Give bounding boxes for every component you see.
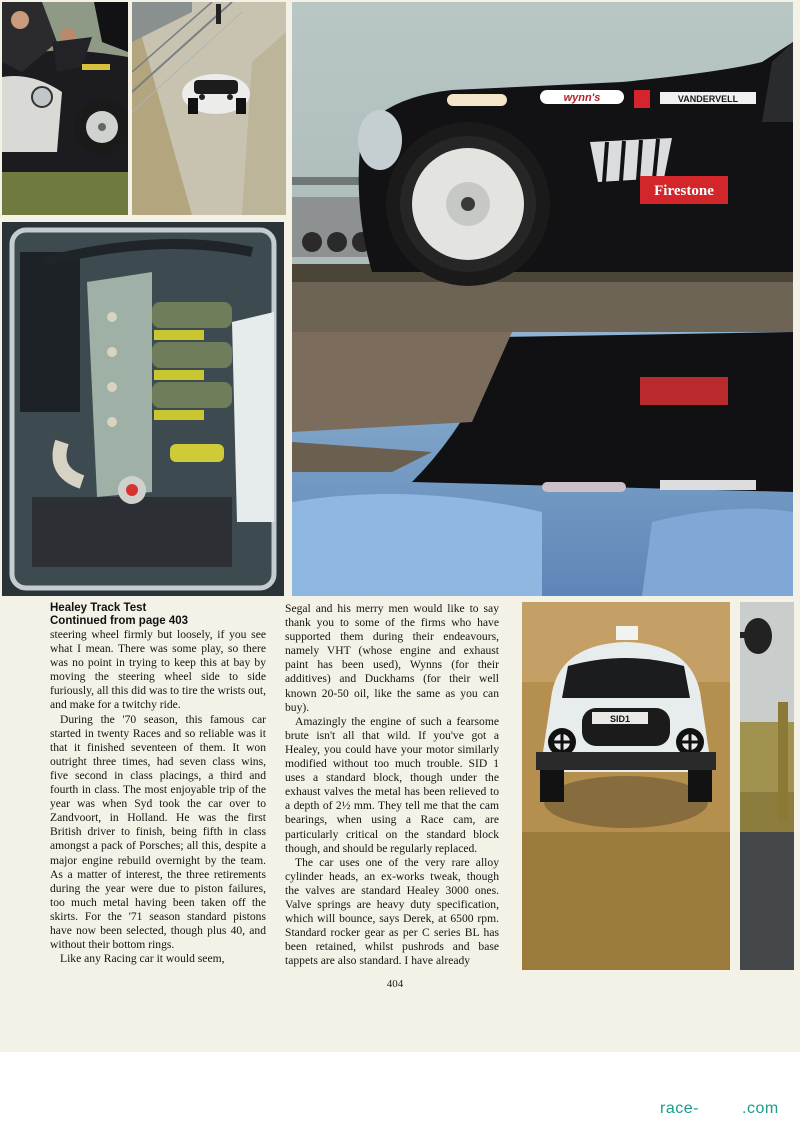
article-column-left bbox=[50, 602, 266, 966]
bearing-sponsor-decal: VANDERVELL bbox=[677, 94, 739, 104]
photo-car-front bbox=[522, 602, 730, 970]
paragraph: steering wheel firmly but loosely, if you see what I mean. There was some play, so there was no point in trying to keep this at bay by moving the steering wheel side to side furiously, all this did was to tire the wrists out, and make for a twitchy ride. bbox=[50, 628, 266, 712]
page-number: 404 bbox=[386, 978, 404, 990]
photo-trackside bbox=[740, 602, 794, 970]
paragraph: The car uses one of the very rare alloy cylinder heads, an ex-works tweak, though the valves are standard Healey 3000 ones. Valve springs are heavy duty specification, which will bounce, says Derek, at 6500 rpm. Standard rocker gear as per C series BL has been retained, whilst pushrods and base tappets are also standard. I have already bbox=[285, 855, 499, 968]
number-plate: SID1 bbox=[609, 714, 631, 724]
article-heading: Healey Track Test bbox=[50, 602, 147, 614]
paragraph: During the '70 season, this famous car started in twenty Races and so reliable was it that it finished seventeen of them. It won outright three times, had seven class wins, five second in class placings, a third and fourth in class. The most enjoyable trip of the year was when Syd took the car over to Zandvoort, in Holland. He was the first British driver to finish, being fifth in class amongst a pack of Porsches; all this, despite a major engine rebuild overnight by the team. As a matter of interest, the three retirements during the year were due to piston failures, too much metal having been taken off the skirts. For the '71 season standard pistons have now been selected, though plus 40, and without their bottom rings. bbox=[50, 712, 266, 952]
photo-mechanics bbox=[2, 2, 128, 215]
photo-engine-bay bbox=[2, 222, 284, 596]
article-column-middle bbox=[285, 602, 499, 968]
paragraph: Segal and his merry men would like to say thank you to some of the firms who have supported them during their endeavours, namely VHT (whose engine and exhaust paint has been used), Wynns (for their additives) and Duckhams (for their well known 20-50 oil, like the same as you can buy). bbox=[285, 602, 499, 714]
photo-track-rear bbox=[132, 2, 286, 215]
watermark-right: .com bbox=[742, 1100, 779, 1117]
article-subheading: Continued from page 403 bbox=[50, 615, 189, 627]
photo-car-reflection bbox=[292, 2, 793, 596]
watermark-left: race- bbox=[660, 1100, 699, 1117]
paragraph: Like any Racing car it would seem, bbox=[60, 952, 225, 966]
tyre-sponsor-decal: Firestone bbox=[654, 183, 714, 199]
paragraph: Amazingly the engine of such a fearsome brute isn't all that wild. If you've got a Healey, you could have your motor similarly modified without too much trouble. SID 1 uses a standard block, though under the exhaust valves the metal has been relieved to a depth of 2½ mm. They tell me that the cam bearings, when using a Race cam, are particularly critical on the standard block though, and should be regularly replaced. bbox=[285, 714, 499, 855]
oil-sponsor-decal: wynn's bbox=[563, 92, 601, 104]
